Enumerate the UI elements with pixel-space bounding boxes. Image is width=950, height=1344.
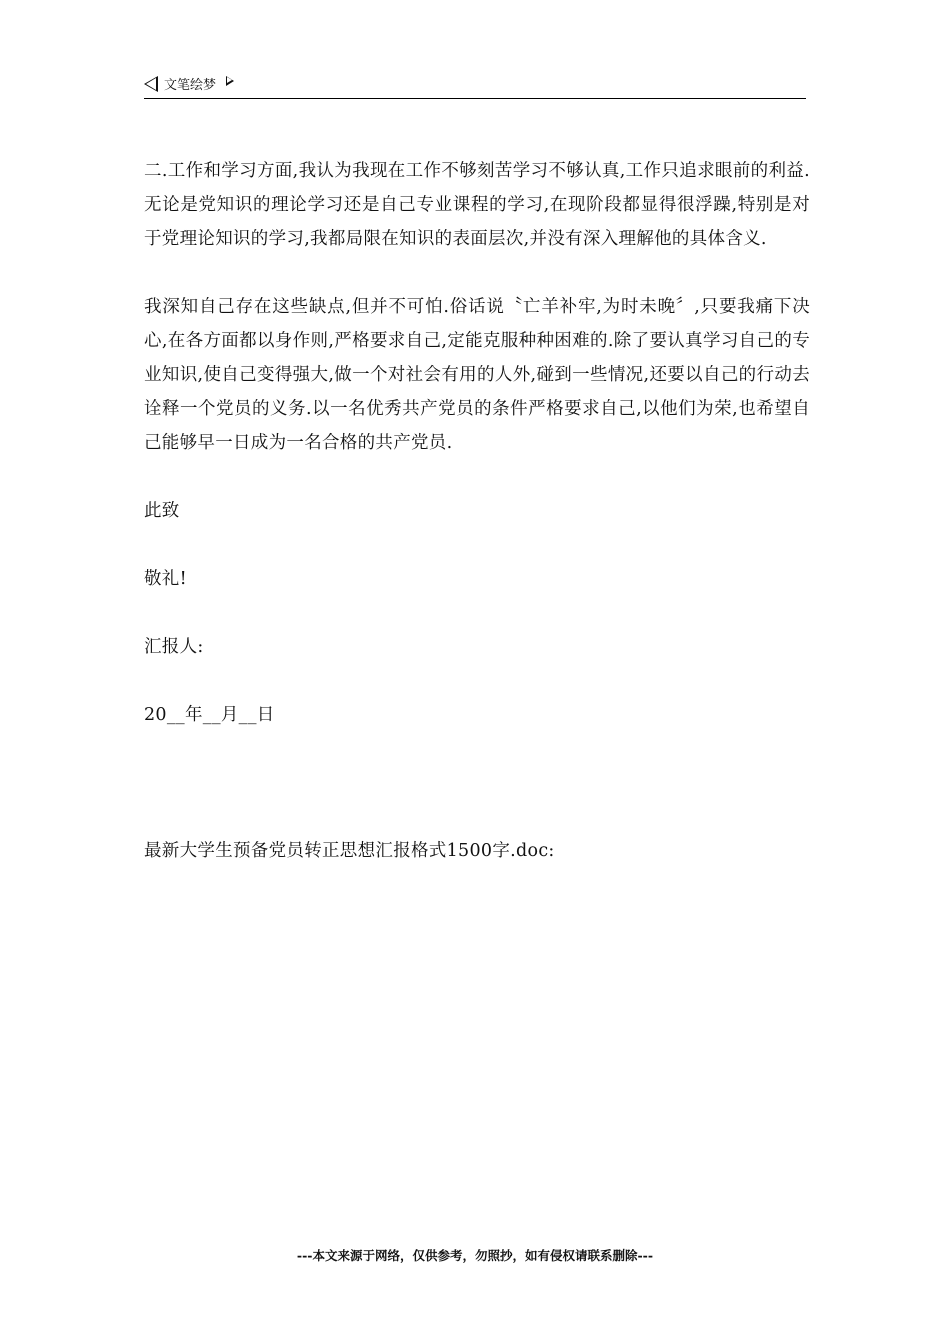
closing-respect: 敬礼! bbox=[144, 569, 187, 589]
reporter-label: 汇报人: bbox=[144, 637, 204, 657]
date-line: 20__年__月__日 bbox=[144, 705, 275, 725]
page-header bbox=[144, 70, 806, 99]
site-name: 文笔绘梦 bbox=[164, 78, 217, 93]
document-title: 最新大学生预备党员转正思想汇报格式1500字.doc: bbox=[144, 841, 555, 861]
header-brand bbox=[144, 74, 234, 93]
footer-notice: ---本文来源于网络，仅供参考，勿照抄，如有侵权请联系删除--- bbox=[296, 1248, 654, 1263]
triangle-left-icon bbox=[144, 76, 158, 92]
paragraph-work-study: 二.工作和学习方面,我认为我现在工作不够刻苦学习不够认真,工作只追求眼前的利益.无论是党知识的理论学习还是自己专业课程的学习,在现阶段都显得很浮躁,特别是对于党理论知识的学习,我都局限在知识的表面层次,并没有深入理解他的具体含义. bbox=[144, 161, 810, 249]
document-body bbox=[144, 154, 810, 868]
paragraph-resolution: 我深知自己存在这些缺点,但并不可怕.俗话说〝亡羊补牢,为时未晚〞,只要我痛下决心,在各方面都以身作则,严格要求自己,定能克服种种困难的.除了要认真学习自己的专业知识,使自己变得强大,做一个对社会有用的人外,碰到一些情况,还要以自己的行动去诠释一个党员的义务.以一名优秀共产党员的条件严格要求自己,以他们为荣,也希望自己能够早一日成为一名合格的共产党员. bbox=[144, 297, 810, 453]
closing-salutation: 此致 bbox=[144, 501, 180, 521]
triangle-right-icon bbox=[226, 76, 234, 86]
